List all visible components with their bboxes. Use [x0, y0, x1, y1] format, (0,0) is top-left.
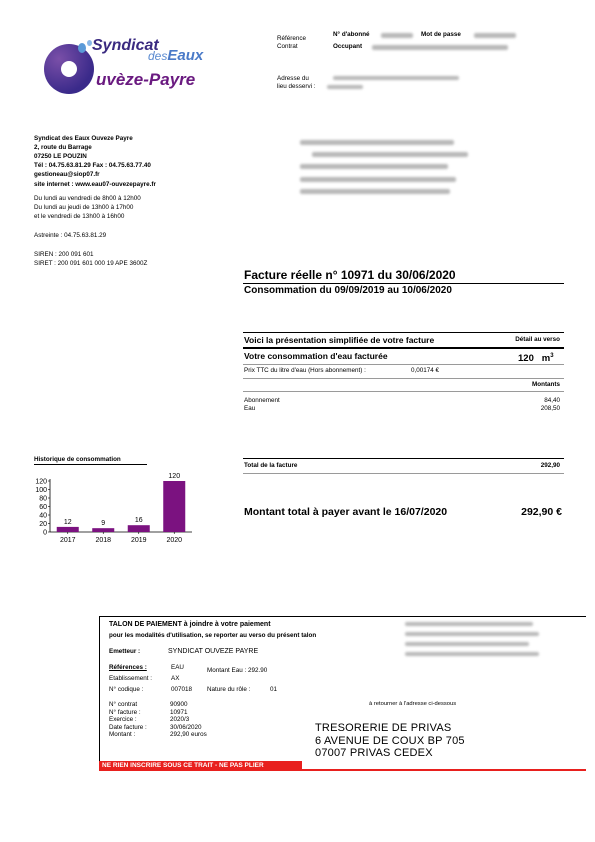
- due-label: Montant total à payer avant le 16/07/2020: [244, 506, 448, 518]
- chart-bar: [163, 481, 185, 532]
- chart-y-tick-label: 40: [39, 512, 47, 520]
- logo-drop-icon: [78, 43, 86, 53]
- chart-title-underline: [34, 464, 147, 465]
- siren: SIREN : 200 091 601: [34, 251, 94, 258]
- line-label-eau: Eau: [244, 405, 256, 412]
- warning-line: [302, 769, 586, 771]
- chart-data-label: 9: [101, 520, 106, 528]
- logo-line1: Syndicat: [92, 37, 159, 54]
- summary-heading: Voici la présentation simplifiée de votre facture: [244, 335, 435, 345]
- treasury-line-2: 6 AVENUE DE COUX BP 705: [315, 734, 465, 747]
- warning-bar: NE RIEN INSCRIRE SOUS CE TRAIT - NE PAS PLIER: [99, 761, 302, 771]
- chart-bar: [128, 525, 150, 532]
- hours-2: Du lundi au jeudi de 13h00 à 17h00: [34, 204, 134, 211]
- montant-eau: Montant Eau : 292.90: [207, 667, 268, 674]
- refs-label: Références :: [109, 664, 147, 671]
- facture-value: 10971: [170, 708, 188, 716]
- company-website: site internet : www.eau07-ouvezepayre.fr: [34, 181, 156, 188]
- company-email: gestioneau@siop07.fr: [34, 171, 100, 178]
- redacted-password: [474, 33, 516, 38]
- date-value: 30/06/2020: [170, 723, 202, 731]
- emitter-label: Emetteur :: [109, 648, 141, 655]
- total-label: Total de la facture: [244, 462, 298, 469]
- summary-top-rule: [243, 332, 564, 333]
- return-note: à retourner à l'adresse ci-dessous: [369, 701, 457, 707]
- slip-labels: [109, 701, 147, 739]
- logo-line3: uvèze-Payre: [96, 70, 196, 89]
- chart-y-tick-label: 60: [39, 503, 47, 511]
- treasury-address: [315, 722, 465, 760]
- chart-data-label: 16: [134, 517, 143, 525]
- codique-label: N° codique :: [109, 686, 144, 693]
- nature-label: Nature du rôle :: [207, 686, 251, 693]
- date-label: Date facture :: [109, 723, 147, 731]
- invoice-period: Consommation du 09/09/2019 au 10/06/2020: [244, 285, 452, 296]
- talon-subtitle: pour les modalités d'utilisation, se reporter au verso du présent talon: [109, 632, 317, 639]
- chart-x-tick-label: 2019: [130, 537, 147, 544]
- chart-title: Historique de consommation: [34, 456, 121, 463]
- emitter-value: SYNDICAT OUVEZE PAYRE: [168, 648, 259, 655]
- company-phone: Tél : 04.75.63.81.29 Fax : 04.75.63.77.40: [34, 162, 151, 169]
- company-city: 07250 LE POUZIN: [34, 153, 87, 160]
- redacted-address-1: [333, 76, 459, 80]
- logo-o-mark: [44, 44, 94, 94]
- chart-y-tick-label: 120: [35, 478, 47, 486]
- redacted-subscriber: [381, 33, 413, 38]
- address-label-2: lieu desservi :: [277, 83, 316, 90]
- title-divider: [243, 283, 564, 284]
- line-amount-abonnement: 84,40: [544, 397, 560, 404]
- on-call: Astreinte : 04.75.63.81.29: [34, 232, 107, 239]
- summary-rule: [243, 347, 564, 349]
- total-top-rule: [243, 458, 564, 459]
- exercice-value: 2020/3: [170, 716, 190, 723]
- consumption-label: Votre consommation d'eau facturée: [244, 351, 388, 361]
- company-name: Syndicat des Eaux Ouveze Payre: [34, 135, 133, 142]
- talon-title: TALON DE PAIEMENT à joindre à votre paiement: [109, 621, 271, 628]
- refs-value: EAU: [171, 664, 184, 671]
- consumption-divider: [243, 364, 564, 365]
- chart-y-tick-label: 0: [43, 529, 47, 537]
- contrat-label: N° contrat: [109, 701, 138, 708]
- price-value: 0,00174 €: [411, 367, 440, 374]
- chart-y-tick-label: 20: [39, 520, 47, 528]
- talon-left-border: [99, 616, 100, 770]
- due-value: 292,90 €: [521, 506, 562, 518]
- invoice-title: Facture réelle n° 10971 du 30/06/2020: [244, 268, 456, 282]
- line-label-abonnement: Abonnement: [244, 397, 280, 404]
- reference-label: Référence: [277, 35, 307, 42]
- treasury-line-1: TRESORERIE DE PRIVAS: [315, 722, 452, 734]
- slip-values: [170, 701, 207, 739]
- chart-y-tick-label: 100: [35, 486, 47, 494]
- hours-1: Du lundi au vendredi de 8h00 à 12h00: [34, 195, 141, 202]
- chart-x-tick-label: 2017: [59, 537, 76, 544]
- total-value: 292,90: [540, 462, 560, 469]
- facture-label: N° facture :: [109, 708, 141, 716]
- logo-line2: desEaux: [148, 47, 204, 64]
- treasury-line-3: 07007 PRIVAS CEDEX: [315, 747, 433, 759]
- hours-3: et le vendredi de 13h00 à 16h00: [34, 213, 125, 220]
- chart-x-tick-label: 2018: [95, 537, 112, 544]
- total-bottom-rule: [243, 473, 564, 474]
- chart-x-tick-label: 2020: [166, 537, 183, 544]
- montant-label: Montant :: [109, 731, 136, 738]
- talon-top-border: [99, 616, 586, 617]
- siret: SIRET : 200 091 601 000 19 APE 3600Z: [34, 260, 148, 267]
- nature-value: 01: [270, 686, 278, 693]
- chart-data-label: 120: [168, 473, 181, 480]
- chart-y-tick-label: 80: [39, 495, 47, 503]
- exercice-label: Exercice :: [109, 716, 137, 723]
- redacted-occupant: [372, 45, 508, 50]
- password-label: Mot de passe: [421, 31, 461, 38]
- consumption-value: 120 $m^3$: [518, 353, 554, 365]
- amounts-label: Montants: [532, 381, 560, 388]
- address-label-1: Adresse du: [277, 75, 309, 82]
- price-divider: [243, 378, 564, 379]
- amounts-divider: [243, 391, 564, 392]
- contrat-value: 90900: [170, 701, 188, 708]
- chart-data-label: 12: [63, 518, 72, 526]
- chart-bar: [57, 527, 79, 532]
- detail-verso: Détail au verso: [515, 336, 560, 343]
- price-label: Prix TTC du litre d'eau (Hors abonnement) :: [244, 367, 366, 374]
- redacted-address-2: [327, 85, 363, 89]
- etab-value: AX: [171, 675, 180, 682]
- chart-bar: [92, 528, 114, 532]
- company-street: 2, route du Barrage: [34, 144, 92, 151]
- etab-label: Etablissement :: [109, 675, 153, 682]
- contract-label: Contrat: [277, 43, 298, 50]
- subscriber-label: N° d'abonné: [333, 31, 370, 38]
- occupant-label: Occupant: [333, 43, 363, 50]
- montant-value: 292,90 euros: [170, 731, 207, 738]
- consumption-chart: [20, 466, 200, 546]
- line-amount-eau: 208,50: [540, 405, 560, 412]
- codique-value: 007018: [171, 686, 193, 693]
